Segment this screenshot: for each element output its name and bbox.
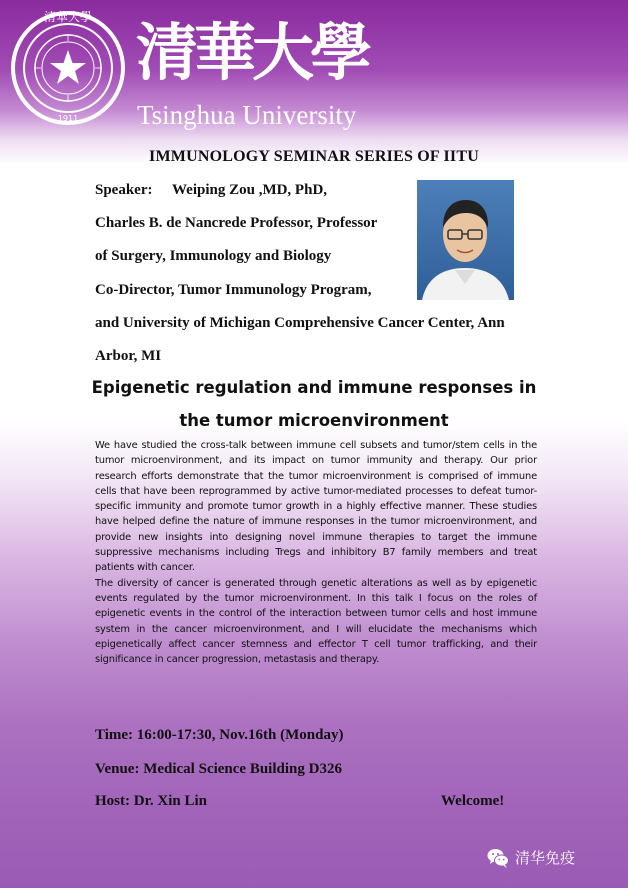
speaker-label: Speaker: (95, 182, 153, 198)
wechat-account-name: 清华免疫 (515, 849, 576, 867)
speaker-title-line: Arbor, MI (95, 348, 162, 364)
welcome-text: Welcome! (441, 793, 505, 809)
speaker-photo (417, 180, 514, 300)
seal-top-text: 清華大學 (43, 10, 93, 24)
event-time: Time: 16:00-17:30, Nov.16th (Monday) (95, 727, 344, 743)
event-venue: Venue: Medical Science Building D326 (95, 761, 342, 777)
university-name-english: Tsinghua University (137, 100, 357, 130)
speaker-title-line: Charles B. de Nancrede Professor, Professor (95, 215, 378, 231)
talk-title-line-1: Epigenetic regulation and immune responses in (91, 378, 537, 397)
wechat-watermark (486, 846, 626, 870)
abstract-paragraph: We have studied the cross-talk between immune cell subsets and tumor/stem cells in the tumor microenvironment, and its impact on tumor immunity and therapy. Our prior research efforts demonstrate that the tumor microenvironment is comprised of immune cells that have been reprogrammed by active tumor-mediated processes to defeat tumor-specific immunity and promote tumor growth in a highly effective manner. These studies have helped define the nature of immune responses in the tumor microenvironment, and provide new insights into designing novel immune therapies to target the immune suppressive mechanisms including Tregs and inhibitory B7 family members and treat patients with cancer. (95, 440, 537, 574)
seal-year: 1911 (57, 114, 79, 123)
series-title: IMMUNOLOGY SEMINAR SERIES OF IITU (149, 148, 479, 165)
university-seal-logo (10, 10, 126, 126)
speaker-title-line: and University of Michigan Comprehensive Cancer Center, Ann (95, 315, 505, 331)
talk-title-line-2: the tumor microenvironment (179, 411, 449, 430)
speaker-title-line: of Surgery, Immunology and Biology (95, 248, 332, 264)
abstract-paragraph: The diversity of cancer is generated through genetic alterations as well as by epigenetic events regulated by the tumor microenvironment. In this talk I focus on the roles of epigenetic events in the control of the interaction between tumor cells and host immune system in the cancer microenvironment, and I will elucidate the mechanisms which epigenetically affect cancer stemness and effector T cell tumor trafficking, and their significance in cancer progression, metastasis and therapy. (95, 577, 537, 666)
university-name-chinese: 清華大學 (136, 16, 369, 89)
event-host: Host: Dr. Xin Lin (95, 793, 207, 809)
wechat-icon (486, 846, 510, 870)
speaker-title-line: Co-Director, Tumor Immunology Program, (95, 282, 372, 298)
speaker-name: Weiping Zou ,MD, PhD, (172, 182, 328, 198)
abstract (95, 438, 537, 667)
